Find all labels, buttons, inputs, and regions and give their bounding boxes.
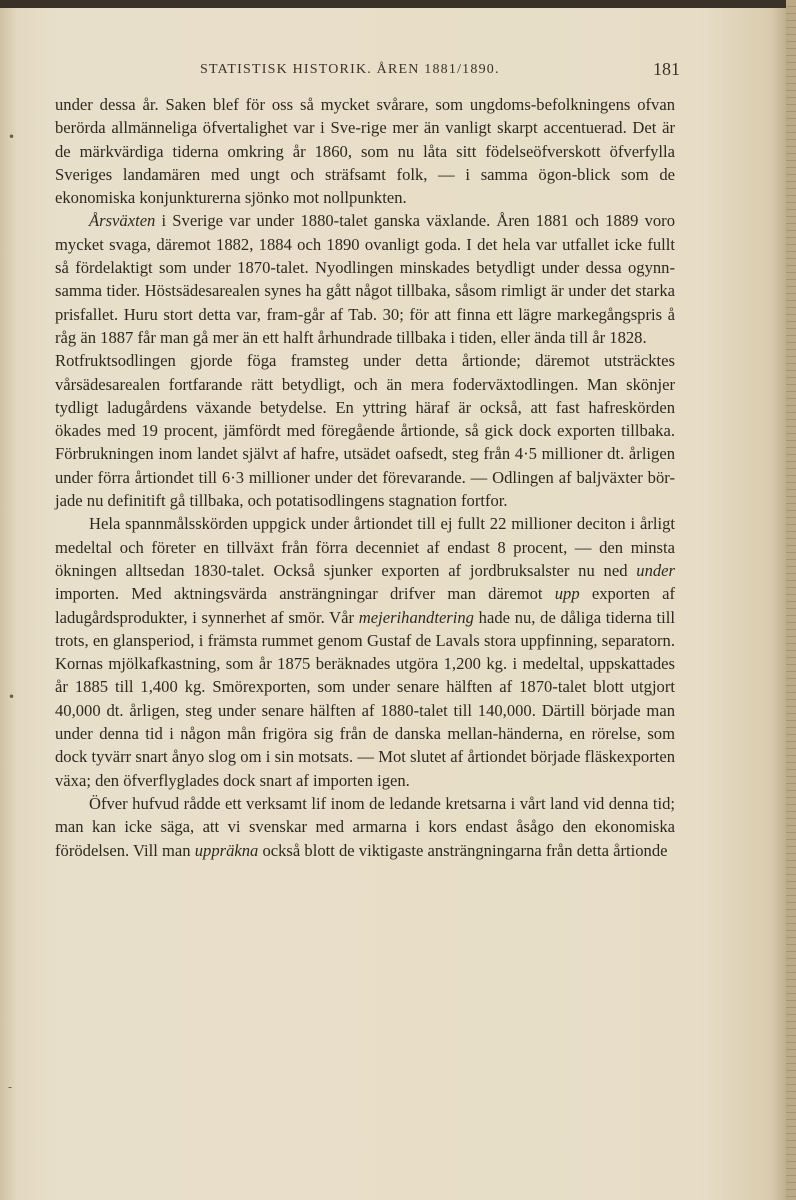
italic-term: uppräkna [194, 840, 259, 860]
paragraph-text: Hela spannmålsskörden uppgick under årtiondet till ej fullt 22 millioner deciton i årligt medeltal och företer en tillväxt från förra decenniet af endast 8 procent, — den minsta ökningen alltsedan 1830-talet. Också sjunker exporten af jordbruksalster nu ned [55, 514, 675, 580]
margin-mark: • [8, 130, 16, 144]
paragraph-text: Rotfruktsodlingen gjorde föga framsteg under detta årtionde; däremot utsträcktes vårsädesarealen fortfarande rätt betydligt, och än mera foderväxtodlingen. Man skönjer tydligt ladugårdens växande betydelse. En yttring häraf är också, att fast hafreskörden ökades med 19 procent, jämfördt med föregående årtionde, så gick dock exporten tillbaka. Förbrukningen inom landet självt af hafre, utsädet oafsedt, steg från 4·5 millioner dt. årligen under förra årtiondet till 6·3 millioner under det förevarande. — Odlingen af baljväxter bör-jade nu definitift gå tillbaka, och potatisodlingens stagnation fortfor. [55, 351, 675, 511]
margin-mark: - [8, 1080, 13, 1094]
paragraph-text: Öfver hufvud rådde ett verksamt lif inom de ledande kretsarna i vårt land vid denna tid; man kan icke säga, att vi svenskar med armarna i kors endast åsågo den ekonomiska förödelsen. Vill man [55, 793, 675, 860]
page-header [100, 59, 680, 86]
paragraph-text: importen. Med aktningsvärda ansträngningar drifver man däremot [55, 584, 555, 604]
paragraph [55, 209, 675, 349]
italic-term: mejerihandtering [358, 607, 474, 627]
page-right-edge [786, 0, 796, 1200]
paragraph [55, 792, 675, 862]
running-head: STATISTISK HISTORIK. ÅREN 1881/1890. [200, 62, 500, 77]
paragraph-text: under dessa år. Saken blef för oss så mycket svårare, som ungdoms-befolkningens ofvan berörda allmänneliga öfvertalighet var i Sve-rige mer än vanligt skarpt accentuerad. Det är de märkvärdiga tiderna omkring år 1860, som nu låta sitt födelseöfverskott öfverfylla Sveriges landamären med ungt och sträfsamt folk, — i samma ögon-blick som de ekonomiska konjunkturerna sjönko mot nollpunkten. [55, 95, 675, 208]
italic-term: upp [554, 584, 580, 604]
paragraph-text: hade nu, de dåliga tiderna till trots, en glansperiod, i främsta rummet genom Gustaf de Lavals stora uppfinning, separatorn. Kornas mjölkafkastning, som år 1875 beräknades utgöra 1,200 kg. i medeltal, uppskattades år 1885 till 1,400 kg. Smörexporten, som under senare hälften af 1870-talet blott utgjort 40,000 dt. årligen, steg under senare hälften af 1880-talet till 140,000. Därtill började man under denna tid i någon mån frigöra sig från de danska mellan-händerna, en rörelse, som dock tyvärr snart ånyo slog om i sin motsats. — Mot slutet af årtiondet började fläskexporten växa; den öfverflyglades dock snart af importen igen. [55, 607, 675, 790]
paragraph-text: exporten af ladugårdsprodukter, i synnerhet af smör. Vår [55, 584, 675, 627]
italic-term: Årsväxten [89, 211, 156, 231]
body-text [55, 93, 675, 862]
italic-term: under [636, 560, 675, 580]
paragraph [55, 512, 675, 792]
paragraph [55, 93, 675, 209]
paragraph [55, 349, 675, 512]
page-number: 181 [653, 59, 680, 79]
margin-mark: • [8, 690, 16, 704]
paragraph-text: också blott de viktigaste ansträngningarna från detta årtionde [258, 840, 668, 860]
paragraph-text: i Sverige var under 1880-talet ganska växlande. Åren 1881 och 1889 voro mycket svaga, däremot 1882, 1884 och 1890 ovanligt goda. I det hela var utfallet icke fullt så fördelaktigt som under 1870-talet. Nyodlingen minskades betydligt under dessa ogynn-samma tider. Höstsädesarealen synes ha gått något tillbaka, såsom rimligt är under det starka prisfallet. Huru stort detta var, fram-går af Tab. 30; för att finna ett lägre markegångspris å råg än 1887 får man gå mer än ett halft århundrade tillbaka i tiden, eller ända till år 1828. [55, 211, 675, 347]
scan-top-edge [0, 0, 796, 8]
